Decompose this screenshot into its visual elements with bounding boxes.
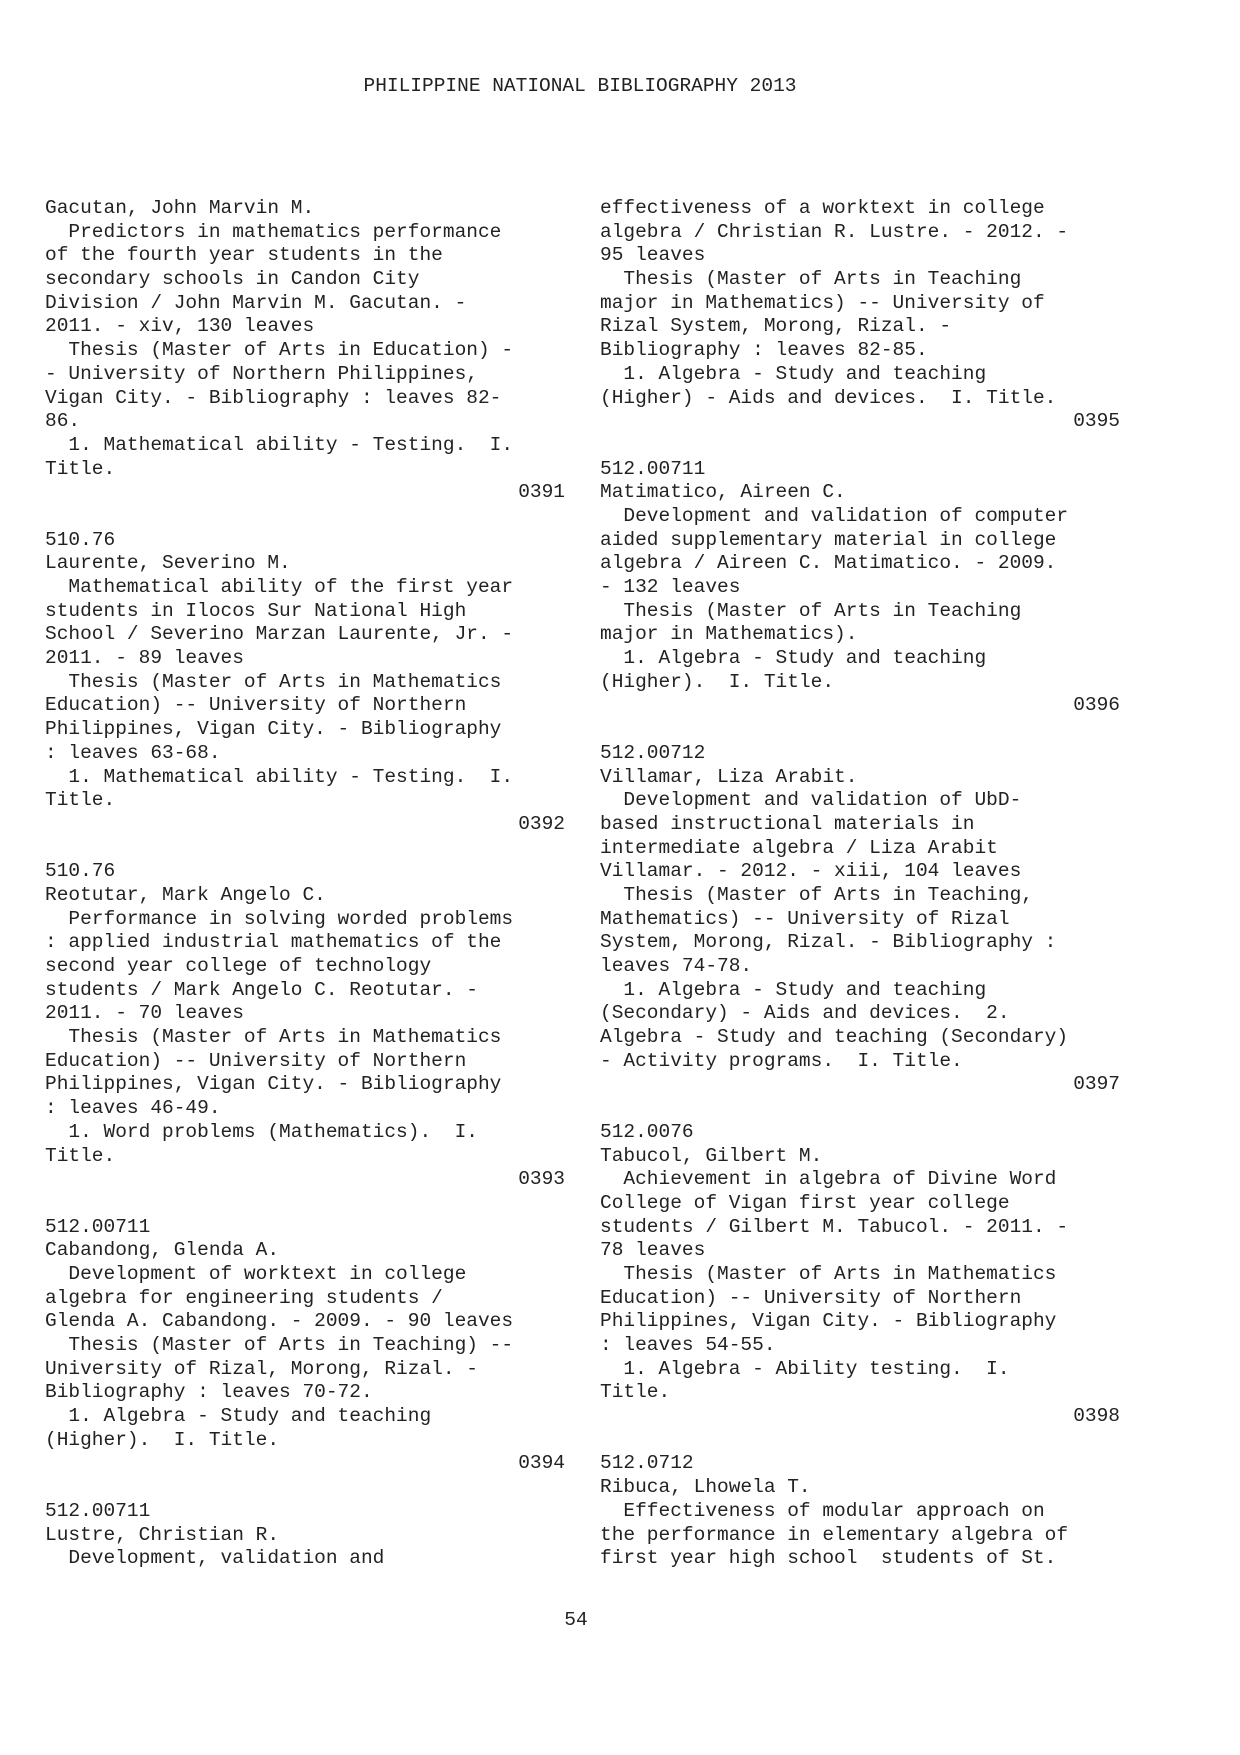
entry-line: Reotutar, Mark Angelo C.	[45, 883, 326, 906]
entry-line: Thesis (Master of Arts in Teaching	[600, 268, 1022, 291]
entry-line: Thesis (Master of Arts in Mathematics	[45, 1026, 502, 1049]
page-header: PHILIPPINE NATIONAL BIBLIOGRAPHY 2013	[363, 75, 797, 97]
entry-line: - 132 leaves	[600, 576, 741, 598]
entry-line: Title.	[45, 457, 116, 480]
entry-line: School / Severino Marzan Laurente, Jr. -	[45, 623, 514, 646]
entry-line: Vigan City. - Bibliography : leaves 82-	[45, 386, 502, 409]
entry-line: - Activity programs. I. Title.	[600, 1049, 963, 1072]
entry-line: University of Rizal, Morong, Rizal. -	[45, 1357, 478, 1380]
entry-line: Bibliography : leaves 70-72.	[45, 1381, 373, 1404]
entry-line: Gacutan, John Marvin M.	[45, 197, 315, 219]
entry-line: secondary schools in Candon City	[45, 268, 420, 291]
entry-number: 0397	[1073, 1073, 1120, 1096]
entry-line: (Higher). I. Title.	[45, 1428, 280, 1451]
entry-line: : leaves 63-68.	[45, 741, 221, 764]
entry-line: Performance in solving worded problems	[45, 907, 514, 930]
entry-line: Title.	[600, 1381, 671, 1404]
entry-line: : leaves 46-49.	[45, 1097, 221, 1120]
entry-line: (Higher). I. Title.	[600, 670, 835, 693]
entry-line: Development and validation of UbD-	[600, 789, 1022, 812]
entry-line: algebra / Aireen C. Matimatico. - 2009.	[600, 552, 1057, 575]
entry-line: students in Ilocos Sur National High	[45, 599, 467, 622]
entry-line: Effectiveness of modular approach on	[600, 1499, 1045, 1522]
entry-number: 0392	[518, 812, 565, 835]
entry-line: second year college of technology	[45, 955, 432, 977]
entry-line: Laurente, Severino M.	[45, 552, 291, 575]
entry-line: 510.76	[45, 860, 116, 883]
entry-number: 0391	[518, 481, 565, 504]
entry-line: first year high school students of St.	[600, 1547, 1057, 1570]
entry-line: Education) -- University of Northern	[600, 1286, 1022, 1309]
entry-line: Development of worktext in college	[45, 1262, 467, 1285]
entry-line: algebra / Christian R. Lustre. - 2012. -	[600, 220, 1069, 243]
entry-line: Predictors in mathematics performance	[45, 220, 502, 243]
entry-line: of the fourth year students in the	[45, 244, 443, 267]
entry-line: 95 leaves	[600, 244, 706, 267]
entry-line: Achievement in algebra of Divine Word	[600, 1168, 1057, 1191]
entry-line: major in Mathematics) -- University of	[600, 291, 1045, 314]
entry-line: based instructional materials in	[600, 812, 975, 835]
entry-line: - University of Northern Philippines,	[45, 362, 478, 385]
entry-line: : applied industrial mathematics of the	[45, 931, 502, 954]
entry-line: Glenda A. Cabandong. - 2009. - 90 leaves	[45, 1310, 514, 1333]
entry-line: 1. Mathematical ability - Testing. I.	[45, 765, 514, 788]
entry-line: Villamar. - 2012. - xiii, 104 leaves	[600, 860, 1022, 883]
entry-line: Title.	[45, 789, 116, 812]
blank-line	[45, 1192, 565, 1216]
entry-line: 512.0076	[600, 1120, 694, 1143]
entry-line: 1. Algebra - Study and teaching	[600, 647, 987, 670]
entry-line: 1. Algebra - Study and teaching	[600, 362, 987, 385]
entry-line: Matimatico, Aireen C.	[600, 481, 846, 504]
entry-line: Lustre, Christian R.	[45, 1523, 280, 1546]
entry-number: 0398	[1073, 1405, 1120, 1428]
entry-line: 512.00711	[45, 1499, 151, 1522]
entry-line: 512.00711	[45, 1215, 151, 1238]
entry-line: (Secondary) - Aids and devices. 2.	[600, 1002, 1010, 1025]
entry-line: intermediate algebra / Liza Arabit	[600, 836, 998, 859]
entry-line: : leaves 54-55.	[600, 1334, 776, 1356]
entry-line: Villamar, Liza Arabit.	[600, 765, 858, 788]
entry-line: Thesis (Master of Arts in Mathematics	[600, 1262, 1057, 1285]
entry-line: Bibliography : leaves 82-85.	[600, 339, 928, 362]
entry-line: (Higher) - Aids and devices. I. Title.	[600, 386, 1057, 409]
entry-line: Thesis (Master of Arts in Teaching	[600, 599, 1022, 622]
entry-line: Ribuca, Lhowela T.	[600, 1476, 811, 1499]
entry-line: 2011. - 89 leaves	[45, 647, 244, 670]
entry-line: Mathematical ability of the first year	[45, 576, 514, 598]
entry-line: 512.0712	[600, 1452, 694, 1475]
entry-line: effectiveness of a worktext in college	[600, 197, 1045, 219]
entry-line: students / Gilbert M. Tabucol. - 2011. -	[600, 1215, 1069, 1238]
entry-line: Cabandong, Glenda A.	[45, 1239, 280, 1262]
blank-line	[45, 837, 565, 861]
blank-line	[600, 718, 1120, 742]
entry-number: 0396	[1073, 694, 1120, 717]
entry-line: 78 leaves	[600, 1239, 706, 1262]
entry-line: Algebra - Study and teaching (Secondary)	[600, 1026, 1069, 1049]
entry-line: students / Mark Angelo C. Reotutar. -	[45, 978, 478, 1001]
entry-line: algebra for engineering students /	[45, 1286, 443, 1309]
entry-line: Philippines, Vigan City. - Bibliography	[45, 718, 502, 741]
entry-line: 86.	[45, 410, 81, 433]
entry-line: 2011. - xiv, 130 leaves	[45, 315, 315, 338]
left-column	[45, 197, 565, 1571]
entry-line: 2011. - 70 leaves	[45, 1002, 244, 1025]
entry-line: leaves 74-78.	[600, 955, 753, 977]
entry-line: Title.	[45, 1144, 116, 1167]
entry-number: 0394	[518, 1452, 565, 1475]
entry-line: Rizal System, Morong, Rizal. -	[600, 315, 952, 338]
entry-line: Mathematics) -- University of Rizal	[600, 907, 1010, 930]
entry-line: 1. Word problems (Mathematics). I.	[45, 1120, 478, 1143]
entry-line: Education) -- University of Northern	[45, 694, 467, 717]
entry-number: 0393	[518, 1168, 565, 1191]
entry-line: major in Mathematics).	[600, 623, 858, 646]
entry-line: Thesis (Master of Arts in Education) -	[45, 339, 514, 362]
entry-line: Philippines, Vigan City. - Bibliography	[600, 1310, 1057, 1333]
blank-line	[600, 1429, 1120, 1453]
blank-line	[45, 1476, 565, 1500]
entry-line: 512.00711	[600, 457, 706, 480]
entry-line: Education) -- University of Northern	[45, 1049, 467, 1072]
entry-line: aided supplementary material in college	[600, 528, 1057, 551]
entry-line: System, Morong, Rizal. - Bibliography :	[600, 931, 1057, 954]
entry-line: Tabucol, Gilbert M.	[600, 1144, 823, 1167]
entry-line: 512.00712	[600, 741, 706, 764]
entry-line: 1. Algebra - Study and teaching	[600, 978, 987, 1001]
entry-line: 1. Mathematical ability - Testing. I.	[45, 433, 514, 456]
entry-line: College of Vigan first year college	[600, 1191, 1010, 1214]
entry-line: Development, validation and	[45, 1547, 385, 1570]
entry-line: 510.76	[45, 528, 116, 551]
entry-line: Philippines, Vigan City. - Bibliography	[45, 1073, 502, 1096]
entry-line: Thesis (Master of Arts in Mathematics	[45, 670, 502, 693]
entry-line: 1. Algebra - Study and teaching	[45, 1405, 432, 1428]
entry-number: 0395	[1073, 410, 1120, 433]
blank-line	[600, 434, 1120, 458]
right-column	[600, 197, 1120, 1571]
entry-line: Development and validation of computer	[600, 504, 1069, 527]
entry-line: the performance in elementary algebra of	[600, 1523, 1069, 1546]
blank-line	[600, 1097, 1120, 1121]
entry-line: Thesis (Master of Arts in Teaching) --	[45, 1334, 514, 1356]
entry-line: 1. Algebra - Ability testing. I.	[600, 1357, 1010, 1380]
entry-line: Thesis (Master of Arts in Teaching,	[600, 883, 1033, 906]
blank-line	[45, 505, 565, 529]
entry-line: Division / John Marvin M. Gacutan. -	[45, 291, 467, 314]
page-number: 54	[564, 1609, 588, 1631]
